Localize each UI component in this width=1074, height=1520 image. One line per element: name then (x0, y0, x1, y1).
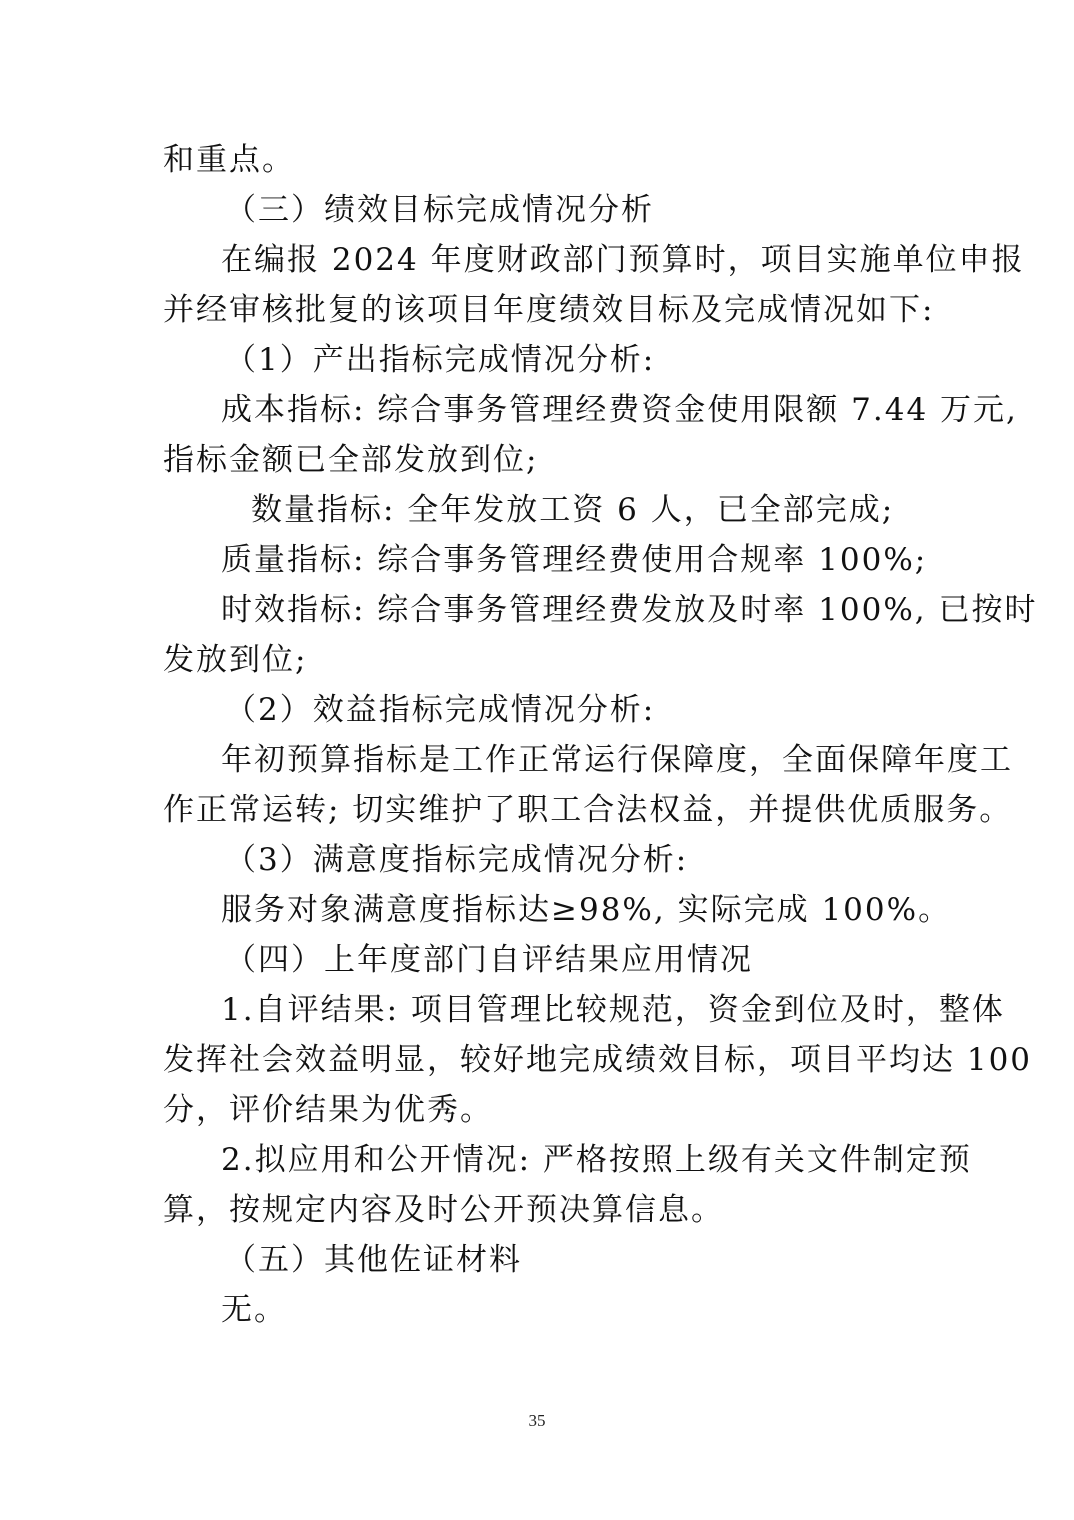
paragraph-line: 发挥社会效益明显，较好地完成绩效目标，项目平均达 100 (163, 1042, 1033, 1078)
page-number: 35 (528, 1411, 546, 1430)
paragraph-line: 分，评价结果为优秀。 (163, 1092, 493, 1128)
paragraph-continuation: 和重点。 (163, 142, 295, 178)
paragraph-line: 年初预算指标是工作正常运行保障度，全面保障年度工 (221, 742, 1013, 778)
paragraph-line: 服务对象满意度指标达≥98%, 实际完成 100%。 (221, 892, 952, 928)
paragraph-line: 1.自评结果: 项目管理比较规范，资金到位及时，整体 (221, 992, 1005, 1028)
paragraph-line: 指标金额已全部发放到位; (163, 442, 539, 478)
paragraph-line: 成本指标: 综合事务管理经费资金使用限额 7.44 万元, (221, 392, 1018, 428)
subsection-heading: （3）满意度指标完成情况分析: (225, 842, 689, 878)
paragraph-line: 在编报 2024 年度财政部门预算时，项目实施单位申报 (221, 242, 1025, 278)
paragraph-line: 算，按规定内容及时公开预决算信息。 (163, 1192, 724, 1228)
paragraph-line: 时效指标: 综合事务管理经费发放及时率 100%, 已按时 (221, 592, 1038, 628)
section-heading-3: （三）绩效目标完成情况分析 (225, 192, 654, 228)
section-heading-5: （五）其他佐证材料 (225, 1242, 522, 1278)
paragraph-line: 无。 (221, 1292, 287, 1328)
subsection-heading: （1）产出指标完成情况分析: (225, 342, 656, 378)
subsection-heading: （2）效益指标完成情况分析: (225, 692, 656, 728)
paragraph-line: 2.拟应用和公开情况: 严格按照上级有关文件制定预 (221, 1142, 972, 1178)
paragraph-line: 数量指标: 全年发放工资 6 人，已全部完成; (251, 492, 895, 528)
paragraph-line: 作正常运转; 切实维护了职工合法权益，并提供优质服务。 (163, 792, 1013, 828)
paragraph-line: 发放到位; (163, 642, 308, 678)
section-heading-4: （四）上年度部门自评结果应用情况 (225, 942, 753, 978)
paragraph-line: 质量指标: 综合事务管理经费使用合规率 100%; (221, 542, 928, 578)
paragraph-line: 并经审核批复的该项目年度绩效目标及完成情况如下: (163, 292, 935, 328)
